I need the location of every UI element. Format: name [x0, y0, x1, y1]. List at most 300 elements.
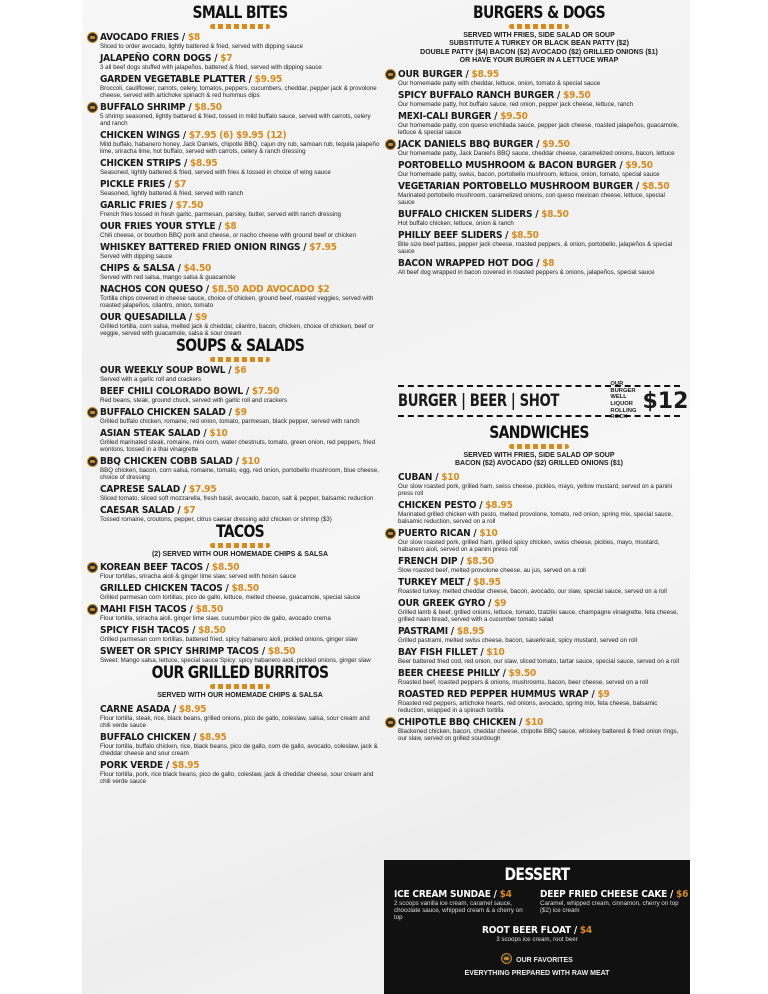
- menu-item-name: OUR BURGER: [398, 68, 463, 80]
- menu-item-price: $9: [194, 312, 208, 323]
- menu-item-desc: Our slow roasted pork, grilled ham, swiss cheese, pickles, mayo, yellow mustard, served on a panini press roll: [398, 482, 673, 497]
- menu-item-price: $7.95: [188, 484, 217, 495]
- tacos-subtitle: (2) SERVED WITH OUR HOMEMADE CHIPS & SALSA: [151, 551, 329, 558]
- menu-item-name: OUR WEEKLY SOUP BOWL: [100, 365, 226, 376]
- menu-item: [100, 158, 380, 176]
- burgers-dogs-subtitle: DOUBLE PATTY ($4) BACON ($2) AVOCADO ($2) GRILLED ONIONS ($1): [420, 48, 658, 56]
- slash-separator: /: [432, 471, 442, 483]
- menu-item-heading: [100, 53, 380, 64]
- menu-item-price: $9.50: [500, 110, 528, 122]
- menu-item-price: $8.95: [199, 731, 227, 743]
- slash-separator: /: [485, 597, 495, 609]
- menu-item: [398, 111, 680, 136]
- menu-item-desc: BBQ chicken, bacon, corn salsa, romaine, tomato, egg, red onion, portobello mushroom, blue cheese, choice of dressing: [100, 467, 379, 481]
- menu-item-heading: [100, 179, 380, 190]
- menu-item-heading: [398, 160, 680, 171]
- combo-item: ROLLING ROCK: [610, 407, 637, 421]
- menu-item-price: $7.50: [175, 200, 204, 211]
- slash-separator: /: [215, 221, 225, 232]
- menu-item-heading: [100, 130, 380, 141]
- menu-item: [100, 263, 380, 281]
- slash-separator: /: [186, 604, 196, 616]
- menu-item: [100, 102, 380, 127]
- burgers-dogs-title: BURGERS & DOGS: [472, 3, 605, 23]
- slash-separator: /: [181, 158, 190, 169]
- menu-item-heading: [398, 717, 680, 728]
- slash-separator: /: [457, 555, 467, 567]
- menu-item-name: ROASTED RED PEPPER HUMMUS WRAP: [398, 688, 589, 700]
- menu-item-heading: [100, 428, 380, 439]
- menu-item-heading: [398, 209, 680, 220]
- burgers-dogs-subtitle: SUBSTITUTE A TURKEY OR BLACK BEAN PATTY ($2): [449, 40, 629, 48]
- menu-item: [398, 528, 680, 553]
- menu-item: [398, 626, 680, 644]
- menu-item-heading: [398, 500, 680, 511]
- dessert-desc: Caramel, whipped cream, cinnamon, cherry on top ($2) ice cream: [540, 900, 679, 914]
- slash-separator: /: [232, 456, 242, 467]
- menu-item-desc: Roasted beef, roasted peppers & onions, mushrooms, bacon, beer cheese, served on a roll: [398, 678, 649, 686]
- slash-separator: /: [162, 759, 172, 771]
- menu-item-heading: [398, 598, 680, 609]
- menu-item-price: $8.95: [456, 625, 485, 637]
- menu-item-heading: [398, 668, 680, 679]
- menu-item-price: $9: [597, 688, 610, 700]
- menu-item-desc: Grilled tortilla, corn salsa, melted jack & cheddar, cilantro, bacon, chicken, choice of chicken, beef or veggie, served with guacamole, salsa & sour cream: [100, 323, 374, 337]
- menu-item-desc: Served with dipping sauce: [100, 253, 173, 260]
- menu-item-desc: Blackened chicken, bacon, cheddar cheese, chipotle BBQ sauce, whiskey battered & fried onion rings, our slaw, served on grilled sourdough: [398, 727, 679, 742]
- dessert-desc: 3 scoops ice cream, root beer: [496, 936, 578, 943]
- menu-item: [398, 181, 680, 206]
- menu-item-price: $8.50: [194, 102, 222, 113]
- menu-item-desc: Grilled parmesan corn tortillas, pico de gallo, lettuce, melted cheese, guacamole, special sauce: [100, 594, 361, 602]
- burritos-section: [100, 664, 380, 784]
- menu-item: [100, 74, 380, 99]
- menu-item-heading: [398, 626, 680, 637]
- menu-item-heading: [100, 505, 380, 516]
- slash-separator: /: [186, 312, 195, 323]
- menu-item-name: PICKLE FRIES: [100, 179, 166, 190]
- menu-item-desc: Tossed romaine, croutons, pepper, citrus caesar dressing add chicken or shrimp ($3): [100, 516, 332, 523]
- menu-item: [100, 704, 380, 729]
- dessert-item: ROOT BEER FLOAT / $4 3 scoops ice cream, root beer: [394, 925, 680, 943]
- combo-banner-items: [610, 381, 636, 421]
- menu-item-heading: [100, 221, 380, 232]
- menu-item-desc: Roasted turkey, melted cheddar cheese, bacon, avocado, our slaw, special sauce, served on a roll: [398, 587, 667, 595]
- slash-separator: /: [211, 53, 221, 64]
- tacos-underline: [210, 543, 270, 548]
- menu-item-price: $8.50: [211, 562, 240, 574]
- menu-item-desc: All beef dog wrapped in bacon covered in roasted peppers & onions, jalapeños, special sauce: [398, 268, 655, 276]
- burgers-dogs-section: [398, 4, 680, 276]
- slash-separator: /: [533, 257, 543, 269]
- dessert-panel: [384, 860, 690, 994]
- menu-item-price: $6: [234, 365, 247, 376]
- menu-item-name: WHISKEY BATTERED FRIED ONION RINGS: [100, 242, 301, 253]
- slash-separator: /: [242, 386, 252, 397]
- menu-item-desc: Grilled marinated steak, romaine, mini corn, water chestnuts, tomato, green onion, red peppers, fried wontons, tossed in a thai vinaigrette: [100, 439, 376, 453]
- left-column: [100, 4, 380, 785]
- menu-item-name: PHILLY BEEF SLIDERS: [398, 229, 503, 241]
- menu-item-desc: Our slow roasted pork, grilled ham, grilled spicy chicken, swiss cheese, pickles, mayo, mustard, habanero aioli, served on a panini press roll: [398, 538, 660, 553]
- slash-separator: /: [258, 646, 268, 658]
- slash-separator: /: [245, 74, 255, 85]
- menu-item-desc: Flour tortilla, steak, rice, black beans, grilled onions, pico de gallo, coleslaw, salsa, sour cream and chili verde sauce: [100, 714, 370, 729]
- burgers-dogs-subtitle: SERVED WITH FRIES, SIDE SALAD OR SOUP: [463, 32, 615, 39]
- menu-item-price: $8: [187, 32, 201, 43]
- soups-salads-title: SOUPS & SALADS: [175, 336, 305, 356]
- menu-item: [100, 53, 380, 71]
- menu-item-heading: [100, 386, 380, 397]
- menu-item-price: $10: [525, 716, 544, 728]
- menu-item-desc: Beer battered fried cod, red onion, our slaw, sliced tomato, tartar sauce, special sauce, served on a roll: [398, 657, 679, 665]
- menu-item-name: JALAPEÑO CORN DOGS: [100, 53, 212, 64]
- menu-item-name: MEXI-CALI BURGER: [398, 110, 492, 122]
- menu-item-name: CHIPS & SALSA: [100, 263, 175, 274]
- menu-item-price: $9.50: [542, 138, 570, 150]
- menu-item-name: GRILLED CHICKEN TACOS: [100, 583, 223, 595]
- menu-item-desc: Our homemade patty, swiss, bacon, portobello mushroom, lettuce, onion, tomato, special sauce: [398, 170, 660, 178]
- menu-item-name: MAHI FISH TACOS: [100, 604, 187, 616]
- menu-item-name: KOREAN BEEF TACOS: [100, 562, 203, 574]
- menu-item-price: $7: [220, 53, 233, 64]
- menu-item-desc: Grilled buffalo chicken, romaine, red onion, tomato, parmesan, black pepper, served with ranch: [100, 418, 360, 425]
- menu-item: [100, 407, 380, 425]
- menu-item: [398, 160, 680, 178]
- menu-item-heading: [100, 158, 380, 169]
- menu-item-desc: Tortilla chips covered in cheese sauce, choice of chicken, ground beef, roasted veggies, served with roasted jalapeños, cilantro, onion, tomato: [100, 295, 374, 309]
- burritos-subtitle: SERVED WITH OUR HOMEMADE CHIPS & SALSA: [157, 692, 323, 700]
- slash-separator: /: [190, 731, 200, 743]
- menu-item-name: BUFFALO CHICKEN: [100, 731, 191, 743]
- slash-separator: /: [165, 179, 175, 190]
- menu-item-desc: Slow roasted beef, melted provolone cheese, au jus, served on a roll: [398, 566, 586, 574]
- menu-item-price: $8.50: [541, 208, 569, 220]
- soups-salads-section: [100, 337, 380, 523]
- menu-item: [398, 556, 680, 574]
- menu-item-heading: [100, 242, 380, 253]
- menu-item-desc: French fries tossed in fresh garlic, parmesan, parsley, butter, served with ranch dressing: [100, 211, 341, 218]
- menu-item: [100, 484, 380, 502]
- menu-item-heading: [100, 562, 380, 573]
- menu-item-name: VEGETARIAN PORTOBELLO MUSHROOM BURGER: [398, 180, 633, 192]
- menu-item-desc: 5 shrimp seasoned, lightly battered & fried, tossed in mild buffalo sauce, served with carrots, celery and ranch: [100, 113, 371, 127]
- slash-separator: /: [476, 499, 486, 511]
- menu-item: [100, 562, 380, 580]
- menu-item-heading: [100, 263, 380, 274]
- menu-item-name: SPICY BUFFALO RANCH BURGER: [398, 89, 555, 101]
- menu-item-name: BEEF CHILI COLORADO BOWL: [100, 386, 243, 397]
- dessert-name: DEEP FRIED CHEESE CAKE: [540, 889, 668, 900]
- menu-item: [398, 689, 680, 714]
- dessert-name: ICE CREAM SUNDAE: [394, 889, 491, 900]
- menu-item-heading: [100, 102, 380, 113]
- menu-item-heading: [100, 74, 380, 85]
- menu-item-desc: Our homemade patty, hot buffalo sauce, red onion, pepper jack cheese, lettuce, ranch: [398, 100, 634, 108]
- favorite-icon: [385, 139, 396, 150]
- menu-item-desc: Broccoli, cauliflower, carrots, celery, tomatos, peppers, cucumbers, cheddar, pepper jack & provolone cheese, served with artichoke spinach & red hummus dips: [100, 85, 377, 99]
- menu-item: [100, 130, 380, 155]
- menu-item-heading: [398, 528, 680, 539]
- menu-item-name: SWEET OR SPICY SHRIMP TACOS: [100, 646, 259, 658]
- menu-item: [100, 365, 380, 383]
- menu-item-price: $8.50: [511, 229, 539, 241]
- menu-item-heading: [398, 230, 680, 241]
- menu-item-name: NACHOS CON QUESO: [100, 284, 203, 295]
- slash-separator: /: [632, 180, 642, 192]
- menu-item-name: OUR FRIES YOUR STYLE: [100, 221, 216, 232]
- menu-item-heading: [398, 258, 680, 269]
- slash-separator: /: [499, 667, 509, 679]
- dessert-price: $4: [579, 925, 592, 936]
- menu-item-name: GARLIC FRIES: [100, 200, 167, 211]
- menu-item-heading: [100, 200, 380, 211]
- favorite-icon: [87, 102, 98, 113]
- menu-item: [100, 604, 380, 622]
- menu-item-heading: [100, 484, 380, 495]
- menu-item: [398, 577, 680, 595]
- slash-separator: /: [202, 284, 212, 295]
- slash-separator: /: [225, 365, 235, 376]
- menu-item-price: $9: [234, 407, 247, 418]
- menu-item-desc: Bite size beef patties, pepper jack cheese, roasted peppers, & onion, portobello, jalapeños & special sauce: [398, 240, 673, 255]
- slash-separator: /: [179, 130, 189, 141]
- menu-item-name: JACK DANIELS BBQ BURGER: [398, 138, 534, 150]
- tacos-section: [100, 523, 380, 664]
- menu-item-price: $7.95: [309, 242, 337, 253]
- menu-item-price: $10: [441, 471, 460, 483]
- burgers-block: [398, 4, 680, 276]
- slash-separator: /: [180, 484, 189, 495]
- menu-item-name: SPICY FISH TACOS: [100, 625, 190, 637]
- menu-item-name: ASIAN STEAK SALAD: [100, 428, 201, 439]
- combo-banner: [398, 381, 689, 421]
- small-bites-section: [100, 4, 380, 337]
- slash-separator: /: [225, 407, 235, 418]
- menu-item-price: $9.50: [563, 89, 591, 101]
- menu-item-desc: Hot buffalo chicken, lettuce, onion & ranch: [398, 219, 514, 227]
- menu-item-heading: [398, 69, 680, 80]
- menu-item-price: $8.95: [473, 576, 501, 588]
- menu-item-name: CAPRESE SALAD: [100, 484, 180, 495]
- menu-item: [398, 258, 680, 276]
- menu-item-price: $8: [224, 221, 237, 232]
- menu-item-desc: Served with a garlic roll and crackers: [100, 376, 202, 383]
- menu-item-heading: [398, 90, 680, 101]
- favorite-icon: [385, 69, 396, 80]
- menu-item-price: $8.50: [198, 625, 226, 637]
- slash-separator: /: [462, 68, 472, 80]
- menu-item-name: PORTOBELLO MUSHROOM & BACON BURGER: [398, 159, 617, 171]
- menu-item-name: CAESAR SALAD: [100, 505, 175, 516]
- menu-item-price: $8.50: [231, 583, 259, 595]
- menu-item-price: $8.50 ADD AVOCADO $2: [211, 284, 330, 295]
- slash-separator: /: [178, 32, 188, 43]
- favorite-icon: [501, 953, 512, 964]
- favorite-icon: [87, 407, 98, 418]
- menu-item-name: BAY FISH FILLET: [398, 646, 478, 658]
- menu-item-heading: [100, 312, 380, 323]
- slash-separator: /: [202, 562, 212, 574]
- soups-salads-underline: [210, 357, 270, 362]
- menu-item-price: $10: [479, 527, 498, 539]
- menu-item-desc: Sliced tomato, sliced soft mozzarella, fresh basil, avocado, bacon, salt & pepper, balsamic reduction: [100, 495, 374, 502]
- favorites-label: OUR FAVORITES: [516, 957, 573, 964]
- slash-separator: /: [200, 428, 210, 439]
- menu-item-name: OUR QUESADILLA: [100, 312, 186, 323]
- sandwiches-section: [398, 424, 680, 742]
- burritos-title: OUR GRILLED BURRITOS: [151, 663, 329, 684]
- slash-separator: /: [533, 138, 543, 150]
- menu-item: [100, 625, 380, 643]
- slash-separator: /: [185, 102, 195, 113]
- slash-separator: /: [532, 208, 542, 220]
- menu-item-name: CHIPOTLE BBQ CHICKEN: [398, 716, 517, 728]
- raw-meat-notice: EVERYTHING PREPARED WITH RAW MEAT: [464, 970, 610, 977]
- menu-item-desc: Served with red salsa, mango salsa & guacamole: [100, 274, 236, 281]
- menu-item-heading: [398, 111, 680, 122]
- menu-item-heading: [398, 647, 680, 658]
- sandwiches-title: SANDWICHES: [489, 423, 589, 443]
- menu-item: [100, 428, 380, 453]
- slash-separator: /: [166, 200, 176, 211]
- dessert-row: [394, 889, 689, 921]
- dessert-title: DESSERT: [504, 865, 570, 885]
- tacos-title: TACOS: [215, 522, 265, 542]
- favorite-icon: [385, 528, 396, 539]
- dessert-price: $4: [499, 889, 512, 900]
- menu-item: [100, 284, 380, 309]
- slash-separator: /: [447, 625, 457, 637]
- menu-item-name: AVOCADO FRIES: [100, 32, 179, 43]
- slash-separator: /: [300, 242, 310, 253]
- small-bites-title: SMALL BITES: [192, 3, 288, 23]
- slash-separator: /: [464, 576, 474, 588]
- menu-item: [100, 200, 380, 218]
- menu-item: [398, 500, 680, 525]
- menu-item-price: $8.95: [471, 68, 499, 80]
- slash-separator: /: [616, 159, 626, 171]
- menu-item-price: $8.95: [171, 759, 200, 771]
- menu-item-name: TURKEY MELT: [398, 576, 465, 588]
- menu-item-name: CARNE ASADA: [100, 703, 170, 715]
- menu-item-price: $9.50: [625, 159, 653, 171]
- menu-item-desc: Our homemade patty with cheddar, lettuce, onion, tomato & special sauce: [398, 79, 601, 87]
- menu-item: [100, 242, 380, 260]
- menu-item-desc: Chili cheese, or bourbon BBQ pork and cheese, or nacho cheese with ground beef or chicken: [100, 232, 356, 239]
- menu-item-desc: 3 all beef dogs stuffed with jalapeños, battered & fried, served with dipping sauce: [100, 64, 322, 71]
- menu-item-heading: [398, 181, 680, 192]
- dessert-item: DEEP FRIED CHEESE CAKE / $6 Caramel, whipped cream, cinnamon, cherry on top ($2) ice cream: [540, 889, 689, 914]
- menu-item-price: $10: [241, 456, 260, 467]
- menu-item-desc: Our homemade patty, con queso enchilada sauce, pepper jack cheese, roasted jalapeños, guacamole, lettuce & special sauce: [398, 121, 679, 136]
- combo-price: $12: [642, 388, 689, 414]
- menu-item: [100, 386, 380, 404]
- sandwiches-underline: [509, 444, 569, 449]
- slash-separator: /: [477, 646, 487, 658]
- dessert-name: ROOT BEER FLOAT: [481, 925, 571, 936]
- slash-separator: /: [502, 229, 512, 241]
- menu-item-price: $9: [494, 597, 507, 609]
- menu-item-price: $8.50: [466, 555, 494, 567]
- menu-item-desc: Flour tortillas, sriracha aioli & ginger lime slaw, served with hoisin sauce: [100, 573, 297, 581]
- menu-item-heading: [100, 760, 380, 771]
- menu-item-desc: Roasted red peppers, artichoke hearts, red onions, avocado, spring mix, feta cheese, balsamic reduction, wrapped in a spinach tortilla: [398, 699, 658, 714]
- menu-item-name: BEER CHEESE PHILLY: [398, 667, 500, 679]
- menu-item-heading: [100, 604, 380, 615]
- menu-item-desc: Grilled pastrami, melted swiss cheese, bacon, sauerkraut, spicy mustard, served on roll: [398, 636, 638, 644]
- menu-item-desc: Sweet: Mango salsa, lettuce, special sauce Spicy: spicy habanero aioli, pickled onions, ginger slaw: [100, 657, 371, 665]
- combo-item: WELL LIQUOR: [610, 394, 633, 407]
- menu-item-price: $4.50: [183, 263, 212, 274]
- menu-item-name: BUFFALO CHICKEN SLIDERS: [398, 208, 533, 220]
- favorite-icon: [385, 717, 396, 728]
- menu-item: [100, 179, 380, 197]
- menu-item-price: $7.95 (6) $9.95 (12): [188, 130, 287, 141]
- favorites-legend: [394, 951, 680, 964]
- slash-separator: /: [491, 110, 501, 122]
- menu-item-heading: [100, 625, 380, 636]
- menu-item-name: BUFFALO CHICKEN SALAD: [100, 407, 226, 418]
- slash-separator: /: [174, 263, 184, 274]
- slash-separator: /: [169, 703, 179, 715]
- menu-item-heading: [100, 732, 380, 743]
- dessert-item: ICE CREAM SUNDAE / $4 2 scoops vanilla ice cream, caramel sauce, chocolate sauce, whipped cream & a cherry on top: [394, 889, 530, 921]
- menu-item-price: $8.95: [485, 499, 513, 511]
- menu-item-desc: Sliced to order avocado, lightly battered & fried, served with dipping sauce: [100, 43, 303, 50]
- menu-item-heading: [100, 32, 380, 43]
- menu-item-heading: [100, 583, 380, 594]
- menu-item: [100, 505, 380, 523]
- menu-item-name: BUFFALO SHRIMP: [100, 102, 186, 113]
- menu-item-desc: Flour tortilla, sriracha aioli, ginger lime slaw, cucumber pico de gallo, avocado crema: [100, 615, 331, 623]
- menu-item-name: PORK VERDE: [100, 759, 163, 771]
- menu-item: [398, 90, 680, 108]
- menu-item-heading: [100, 646, 380, 657]
- menu-item: [398, 69, 680, 87]
- dessert-price: $6: [676, 889, 689, 900]
- menu-item-price: $7.50: [251, 386, 280, 397]
- favorite-icon: [87, 32, 98, 43]
- menu-item-name: CHICKEN PESTO: [398, 499, 477, 511]
- menu-item-name: OUR GREEK GYRO: [398, 597, 486, 609]
- slash-separator: /: [222, 583, 232, 595]
- menu-item-price: $8.50: [195, 604, 224, 616]
- menu-item-price: $10: [486, 646, 505, 658]
- menu-item-heading: [100, 284, 380, 295]
- menu-item: [398, 668, 680, 686]
- menu-item-desc: Mild buffalo, habanero honey, Jack Daniels, chipotle BBQ, cajun dry rub, samoan rub, tequila jalapeño lime, sriracha lime, hot buffalo, served with carrots, celery & ranch dressing: [100, 141, 380, 155]
- menu-item-price: $7: [174, 179, 187, 190]
- menu-item-name: FRENCH DIP: [398, 555, 458, 567]
- menu-item: [100, 583, 380, 601]
- menu-item: [398, 230, 680, 255]
- menu-item-desc: Marinated portobello mushroom, caramelized onions, con queso mexican cheese, lettuce, special sauce: [398, 191, 665, 206]
- sandwiches-subtitle: SERVED WITH FRIES, SIDE SALAD OP SOUP: [463, 452, 615, 459]
- sandwiches-block: [398, 424, 680, 742]
- menu-item-heading: [398, 577, 680, 588]
- slash-separator: /: [588, 688, 598, 700]
- menu-item: [100, 760, 380, 785]
- menu-item-heading: [100, 456, 380, 467]
- menu-item: [100, 732, 380, 757]
- combo-banner-text: BURGER | BEER | SHOT: [398, 391, 559, 411]
- menu-item: [100, 221, 380, 239]
- menu-item-price: $8.95: [178, 703, 207, 715]
- menu-item-desc: Red beans, steak, ground chuck, served with garlic roll and crackers: [100, 397, 288, 404]
- menu-item-heading: [100, 365, 380, 376]
- menu-item: [398, 647, 680, 665]
- menu-item-name: PUERTO RICAN: [398, 527, 471, 539]
